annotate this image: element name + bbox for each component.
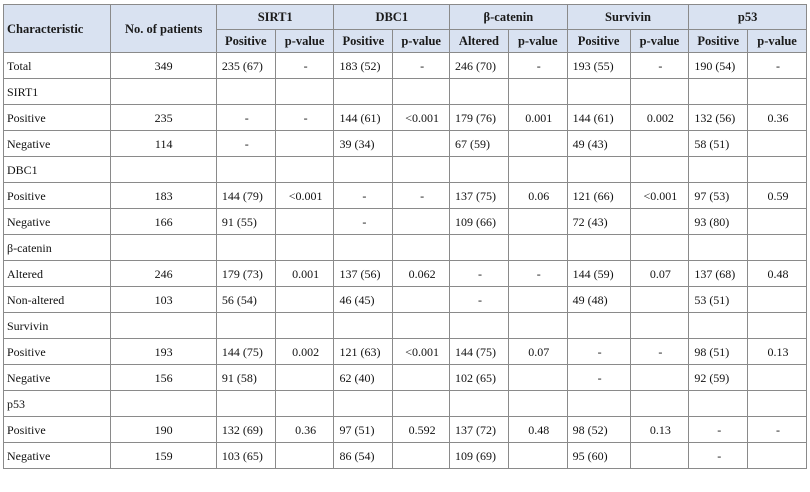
- data-cell: -: [689, 417, 748, 443]
- sub-header: Positive: [216, 30, 275, 53]
- empty-cell: [275, 235, 334, 261]
- data-cell: 0.002: [630, 105, 689, 131]
- data-cell: 144 (61): [334, 105, 393, 131]
- data-cell: 132 (56): [689, 105, 748, 131]
- data-cell: [393, 209, 450, 235]
- empty-cell: [567, 391, 630, 417]
- data-cell: 97 (51): [334, 417, 393, 443]
- row-label: Negative: [4, 131, 111, 157]
- empty-cell: [111, 313, 216, 339]
- empty-cell: [748, 313, 807, 339]
- empty-cell: [689, 79, 748, 105]
- group-row: [4, 391, 807, 417]
- data-cell: 235 (67): [216, 53, 275, 79]
- data-cell: -: [748, 417, 807, 443]
- group-label: β-catenin: [4, 235, 111, 261]
- group-row: [4, 157, 807, 183]
- data-cell: 144 (79): [216, 183, 275, 209]
- data-cell: 0.13: [748, 339, 807, 365]
- empty-cell: [748, 79, 807, 105]
- group-header-beta-catenin: β-catenin: [450, 5, 568, 30]
- table-row: [4, 339, 807, 365]
- sub-header: p-value: [508, 30, 567, 53]
- data-cell: [393, 287, 450, 313]
- row-label: Positive: [4, 417, 111, 443]
- table-row: [4, 131, 807, 157]
- data-cell: 103 (65): [216, 443, 275, 469]
- data-cell: 0.07: [630, 261, 689, 287]
- sub-header: p-value: [393, 30, 450, 53]
- data-cell: 137 (68): [689, 261, 748, 287]
- data-cell: 144 (75): [450, 339, 509, 365]
- empty-cell: [748, 235, 807, 261]
- sub-header: p-value: [630, 30, 689, 53]
- empty-cell: [567, 235, 630, 261]
- empty-cell: [450, 313, 509, 339]
- group-header-survivin: Survivin: [567, 5, 689, 30]
- data-cell: -: [567, 339, 630, 365]
- data-cell: 190 (54): [689, 53, 748, 79]
- patient-count: 235: [111, 105, 216, 131]
- group-header-dbc1: DBC1: [334, 5, 450, 30]
- empty-cell: [111, 79, 216, 105]
- patient-count: 190: [111, 417, 216, 443]
- data-cell: <0.001: [275, 183, 334, 209]
- row-label: Positive: [4, 105, 111, 131]
- data-cell: [748, 131, 807, 157]
- data-cell: -: [630, 339, 689, 365]
- empty-cell: [630, 313, 689, 339]
- table-header: [4, 5, 807, 53]
- empty-cell: [393, 235, 450, 261]
- empty-cell: [450, 235, 509, 261]
- row-label: Positive: [4, 183, 111, 209]
- empty-cell: [216, 391, 275, 417]
- data-cell: -: [508, 53, 567, 79]
- data-cell: 137 (56): [334, 261, 393, 287]
- empty-cell: [334, 313, 393, 339]
- data-cell: -: [216, 105, 275, 131]
- group-label: Survivin: [4, 313, 111, 339]
- data-cell: 179 (73): [216, 261, 275, 287]
- data-cell: 0.592: [393, 417, 450, 443]
- group-row: [4, 313, 807, 339]
- data-cell: [508, 365, 567, 391]
- data-cell: [275, 287, 334, 313]
- empty-cell: [334, 391, 393, 417]
- data-cell: [275, 365, 334, 391]
- data-cell: 49 (43): [567, 131, 630, 157]
- empty-cell: [689, 157, 748, 183]
- empty-cell: [393, 157, 450, 183]
- data-cell: 183 (52): [334, 53, 393, 79]
- data-cell: 121 (63): [334, 339, 393, 365]
- data-cell: 0.06: [508, 183, 567, 209]
- sub-header: Positive: [567, 30, 630, 53]
- data-cell: 53 (51): [689, 287, 748, 313]
- row-label: Total: [4, 53, 111, 79]
- group-row: [4, 235, 807, 261]
- row-label: Altered: [4, 261, 111, 287]
- data-cell: 102 (65): [450, 365, 509, 391]
- data-cell: -: [748, 53, 807, 79]
- data-cell: [393, 131, 450, 157]
- data-cell: 0.062: [393, 261, 450, 287]
- data-cell: 0.59: [748, 183, 807, 209]
- data-cell: -: [393, 183, 450, 209]
- row-label: Non-altered: [4, 287, 111, 313]
- data-cell: 62 (40): [334, 365, 393, 391]
- group-label: DBC1: [4, 157, 111, 183]
- data-cell: 0.48: [508, 417, 567, 443]
- sub-header: Altered: [450, 30, 509, 53]
- sub-header: Positive: [334, 30, 393, 53]
- empty-cell: [216, 235, 275, 261]
- table-row: [4, 443, 807, 469]
- data-cell: [508, 209, 567, 235]
- data-cell: -: [450, 261, 509, 287]
- data-cell: 67 (59): [450, 131, 509, 157]
- no-patients-header: No. of patients: [111, 5, 216, 53]
- empty-cell: [334, 235, 393, 261]
- empty-cell: [689, 235, 748, 261]
- data-cell: [748, 443, 807, 469]
- data-cell: 109 (69): [450, 443, 509, 469]
- data-cell: 98 (51): [689, 339, 748, 365]
- empty-cell: [334, 79, 393, 105]
- data-cell: [275, 131, 334, 157]
- data-cell: 193 (55): [567, 53, 630, 79]
- data-cell: 0.001: [508, 105, 567, 131]
- data-cell: <0.001: [393, 105, 450, 131]
- empty-cell: [689, 313, 748, 339]
- data-cell: 144 (59): [567, 261, 630, 287]
- table-row: [4, 365, 807, 391]
- data-cell: -: [450, 287, 509, 313]
- data-cell: [748, 287, 807, 313]
- data-cell: 0.48: [748, 261, 807, 287]
- empty-cell: [748, 157, 807, 183]
- data-cell: -: [334, 183, 393, 209]
- group-header-p53: p53: [689, 5, 807, 30]
- data-cell: -: [689, 443, 748, 469]
- empty-cell: [275, 79, 334, 105]
- table-row: [4, 183, 807, 209]
- empty-cell: [508, 391, 567, 417]
- empty-cell: [393, 391, 450, 417]
- empty-cell: [508, 157, 567, 183]
- data-cell: 132 (69): [216, 417, 275, 443]
- empty-cell: [689, 391, 748, 417]
- empty-cell: [111, 157, 216, 183]
- data-cell: 91 (58): [216, 365, 275, 391]
- empty-cell: [275, 313, 334, 339]
- sub-header: p-value: [275, 30, 334, 53]
- data-cell: 72 (43): [567, 209, 630, 235]
- data-cell: -: [216, 131, 275, 157]
- row-label: Negative: [4, 209, 111, 235]
- data-cell: -: [275, 105, 334, 131]
- empty-cell: [567, 313, 630, 339]
- data-cell: [393, 365, 450, 391]
- empty-cell: [508, 235, 567, 261]
- patient-count: 156: [111, 365, 216, 391]
- data-cell: 49 (48): [567, 287, 630, 313]
- table-body: [4, 53, 807, 469]
- patient-count: 193: [111, 339, 216, 365]
- empty-cell: [275, 391, 334, 417]
- data-cell: 121 (66): [567, 183, 630, 209]
- sub-header: Positive: [689, 30, 748, 53]
- group-row: [4, 79, 807, 105]
- data-cell: 0.002: [275, 339, 334, 365]
- empty-cell: [111, 235, 216, 261]
- empty-cell: [567, 79, 630, 105]
- data-cell: 144 (61): [567, 105, 630, 131]
- data-cell: 93 (80): [689, 209, 748, 235]
- data-cell: [508, 131, 567, 157]
- data-cell: [508, 287, 567, 313]
- row-label: Positive: [4, 339, 111, 365]
- data-cell: [275, 209, 334, 235]
- data-cell: [630, 131, 689, 157]
- data-cell: 109 (66): [450, 209, 509, 235]
- row-label: Negative: [4, 443, 111, 469]
- patient-count: 159: [111, 443, 216, 469]
- data-cell: 95 (60): [567, 443, 630, 469]
- table-row: [4, 287, 807, 313]
- group-label: p53: [4, 391, 111, 417]
- data-cell: [630, 443, 689, 469]
- group-label: SIRT1: [4, 79, 111, 105]
- table-row: [4, 105, 807, 131]
- data-cell: 92 (59): [689, 365, 748, 391]
- data-cell: 137 (75): [450, 183, 509, 209]
- data-cell: <0.001: [630, 183, 689, 209]
- characteristic-header: Characteristic: [4, 5, 111, 53]
- data-cell: -: [508, 261, 567, 287]
- data-cell: [275, 443, 334, 469]
- sub-header: p-value: [748, 30, 807, 53]
- data-cell: -: [275, 53, 334, 79]
- table-row: [4, 209, 807, 235]
- data-cell: [630, 287, 689, 313]
- row-label: Negative: [4, 365, 111, 391]
- data-cell: 98 (52): [567, 417, 630, 443]
- table-row: [4, 261, 807, 287]
- data-cell: 0.13: [630, 417, 689, 443]
- data-cell: 58 (51): [689, 131, 748, 157]
- empty-cell: [630, 157, 689, 183]
- data-cell: 0.07: [508, 339, 567, 365]
- empty-cell: [393, 79, 450, 105]
- empty-cell: [216, 313, 275, 339]
- empty-cell: [275, 157, 334, 183]
- empty-cell: [216, 79, 275, 105]
- empty-cell: [567, 157, 630, 183]
- data-cell: [630, 209, 689, 235]
- empty-cell: [216, 157, 275, 183]
- data-cell: 179 (76): [450, 105, 509, 131]
- data-cell: 246 (70): [450, 53, 509, 79]
- group-header-sirt1: SIRT1: [216, 5, 334, 30]
- empty-cell: [334, 157, 393, 183]
- data-cell: -: [393, 53, 450, 79]
- patient-count: 183: [111, 183, 216, 209]
- empty-cell: [393, 313, 450, 339]
- data-cell: 0.001: [275, 261, 334, 287]
- empty-cell: [111, 391, 216, 417]
- empty-cell: [748, 391, 807, 417]
- data-cell: [630, 365, 689, 391]
- data-cell: 91 (55): [216, 209, 275, 235]
- data-cell: -: [630, 53, 689, 79]
- data-cell: 137 (72): [450, 417, 509, 443]
- empty-cell: [508, 313, 567, 339]
- table-row: [4, 53, 807, 79]
- patient-count: 103: [111, 287, 216, 313]
- data-cell: [508, 443, 567, 469]
- patient-count: 246: [111, 261, 216, 287]
- data-cell: 144 (75): [216, 339, 275, 365]
- patient-count: 349: [111, 53, 216, 79]
- data-cell: <0.001: [393, 339, 450, 365]
- table-row: [4, 417, 807, 443]
- empty-cell: [630, 235, 689, 261]
- patient-count: 166: [111, 209, 216, 235]
- data-cell: 56 (54): [216, 287, 275, 313]
- data-cell: 0.36: [275, 417, 334, 443]
- data-cell: 0.36: [748, 105, 807, 131]
- data-cell: [748, 209, 807, 235]
- empty-cell: [630, 391, 689, 417]
- empty-cell: [630, 79, 689, 105]
- data-cell: 39 (34): [334, 131, 393, 157]
- empty-cell: [450, 79, 509, 105]
- data-cell: 86 (54): [334, 443, 393, 469]
- data-cell: [393, 443, 450, 469]
- data-cell: -: [567, 365, 630, 391]
- data-cell: 46 (45): [334, 287, 393, 313]
- patient-count: 114: [111, 131, 216, 157]
- characteristics-table: [3, 4, 807, 469]
- data-cell: -: [334, 209, 393, 235]
- data-cell: [748, 365, 807, 391]
- empty-cell: [450, 157, 509, 183]
- empty-cell: [450, 391, 509, 417]
- data-cell: 97 (53): [689, 183, 748, 209]
- empty-cell: [508, 79, 567, 105]
